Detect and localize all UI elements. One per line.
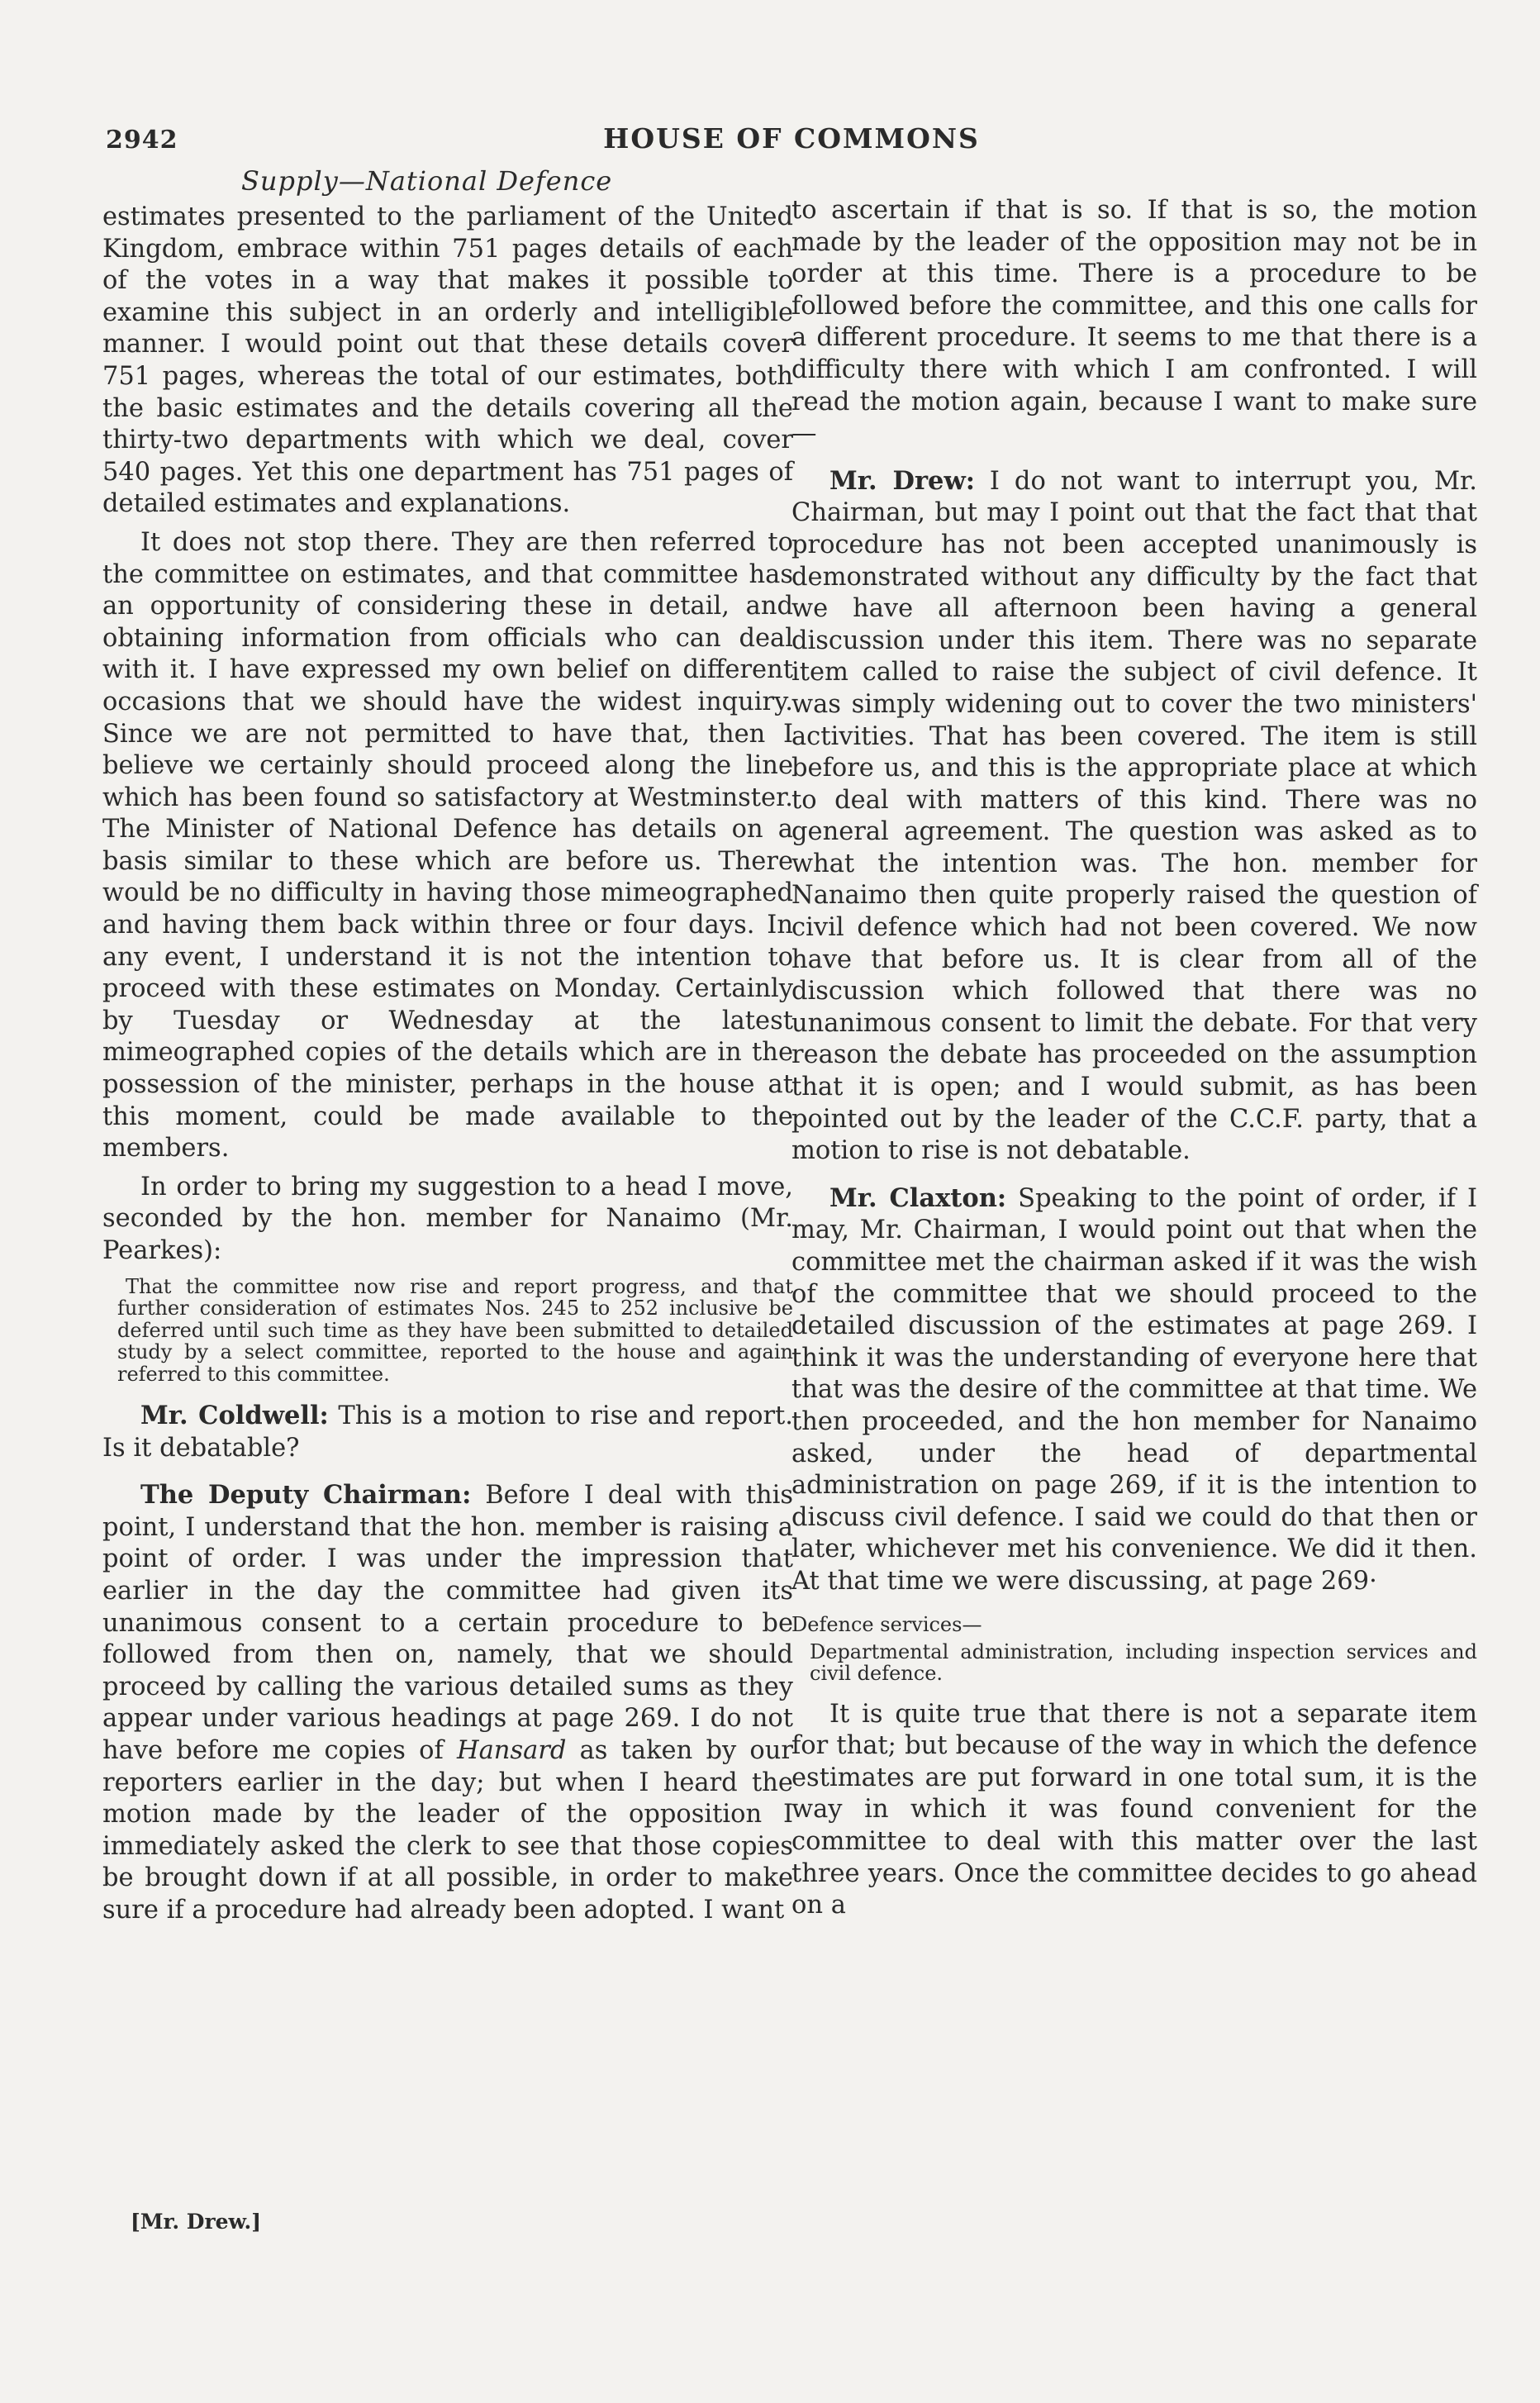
speech-text: as taken by our reporters earlier in the day; but when I heard the motion made by the leader of the opposition I immediately asked the clerk to see that those copies be brought down if at all possible, in order to make sure if a procedure had already been adopted. I want xyxy=(102,1736,793,1925)
deputy-chairman-speech xyxy=(102,1479,793,1926)
drew-speech xyxy=(791,465,1477,1168)
right-column xyxy=(791,195,1477,1922)
motion-text xyxy=(117,1276,793,1386)
motion-paragraph: That the committee now rise and report progress, and that further consideration of estimates Nos. 245 to 252 inclusive be deferred until such time as they have been submitted to detailed study by a select committee, reported to the house and again referred to this committee. xyxy=(117,1274,793,1386)
speaker-name: Mr. Drew: xyxy=(829,465,975,496)
claxton-speech xyxy=(791,1182,1477,1598)
left-paragraph-2: It does not stop there. They are then referred to the committee on estimates, and that committee has an opportunity of considering these in detail, and obtaining information from officials who can deal with it. I have expressed my own belief on different occasions that we should have the widest inquiry. Since we are not permitted to have that, then I believe we certainly should proceed along the line which has been found so satisfactory at Westminster. The Minister of National Defence has details on a basis similar to these which are before us. There would be no difficulty in having those mimeographed and having them back within three or four days. In any event, I understand it is not the intention to proceed with these estimates on Monday. Certainly by Tuesday or Wednesday at the latest mimeographed copies of the details which are in the possession of the minister, perhaps in the house at this moment, could be made available to the members. xyxy=(102,527,793,1163)
page-number: 2942 xyxy=(106,126,178,155)
coldwell-speech xyxy=(102,1400,793,1464)
speech-text: Speaking to the point of order, if I may, Mr. Chairman, I would point out that when the committee met the chairman asked if it was the wish of the committee that we should proceed to the detailed discussion of the estimates at page 269. I think it was the understanding of everyone here that that was the desire of the committee at that time. We then proceeded, and the hon member for Nanaimo asked, under the head of departmental administration on page 269, if it is the intention to discuss civil defence. I said we could do that then or later, whichever met his convenience. We did it then. At that time we were discussing, at page 269· xyxy=(791,1183,1477,1596)
speaker-name: Mr. Coldwell: xyxy=(140,1401,329,1431)
running-title: HOUSE OF COMMONS xyxy=(603,122,980,155)
page-header xyxy=(106,122,1477,164)
left-paragraph-1: estimates presented to the parliament of the United Kingdom, embrace within 751 pages details of each of the votes in a way that makes it possible to examine this subject in an orderly and intelligible manner. I would point out that these details cover 751 pages, whereas the total of our estimates, both the basic estimates and the details covering all the thirty-two departments with which we deal, cover 540 pages. Yet this one department has 751 pages of detailed estimates and explanations. xyxy=(102,202,793,519)
speaker-name: The Deputy Chairman: xyxy=(140,1480,472,1511)
right-paragraph-last: It is quite true that there is not a separate item for that; but because of the way in which the defence estimates are put forward in one total sum, it is the way in which it was found convenient for the committee to deal with this matter over the last three years. Once the committee decides to go ahead on a xyxy=(791,1699,1477,1920)
left-paragraph-3: In order to bring my suggestion to a head I move, seconded by the hon. member for Nanaimo (Mr. Pearkes): xyxy=(102,1172,793,1265)
right-paragraph-1: to ascertain if that is so. If that is so, the motion made by the leader of the opposition may not be in order at this time. There is a procedure to be followed before the committee, and this one calls for a different procedure. It seems to me that there is a difficulty there with which I am confronted. I will read the motion again, because I want to make sure— xyxy=(791,196,1477,449)
left-column xyxy=(102,202,793,1927)
footer-speaker-note: [Mr. Drew.] xyxy=(131,2210,262,2234)
speech-text: This is a motion to rise and report. Is it debatable? xyxy=(102,1401,794,1463)
speech-text: I do not want to interrupt you, Mr. Chairman, but may I point out that the fact that that procedure has not been accepted unanimously is demonstrated without any difficulty by the fact that we have all afternoon been having a general discussion under this item. There was no separate item called to raise the subject of civil defence. It was simply widening out to cover the two ministers' activities. That has been covered. The item is still before us, and this is the appropriate place at which to deal with matters of this kind. There was no general agreement. The question was asked as to what the intention was. The hon. member for Nanaimo then quite properly raised the question of civil defence which had not been covered. We now have that before us. It is clear from all of the discussion which followed that there was no unanimous consent to limit the debate. For that very reason the debate has proceeded on the assumption that it is open; and I would submit, as has been pointed out by the leader of the C.C.F. party, that a motion to rise is not debatable. xyxy=(791,466,1477,1166)
section-subhead: Supply—National Defence xyxy=(241,165,613,197)
speaker-name: Mr. Claxton: xyxy=(829,1182,1007,1213)
speech-text: Before I deal with this point, I understand that the hon. member is raising a point of order. I was under the impression that earlier in the day the committee had given its unanimous consent to a certain procedure to be followed from then on, namely, that we should proceed by calling the various detailed sums as they appear under various headings at page 269. I do not have before me copies of xyxy=(102,1481,793,1766)
defence-item: Departmental administration, including inspection services and civil defence. xyxy=(810,1639,1477,1685)
defence-services-heading: Defence services— xyxy=(791,1612,982,1636)
hansard-title: Hansard xyxy=(457,1736,567,1766)
